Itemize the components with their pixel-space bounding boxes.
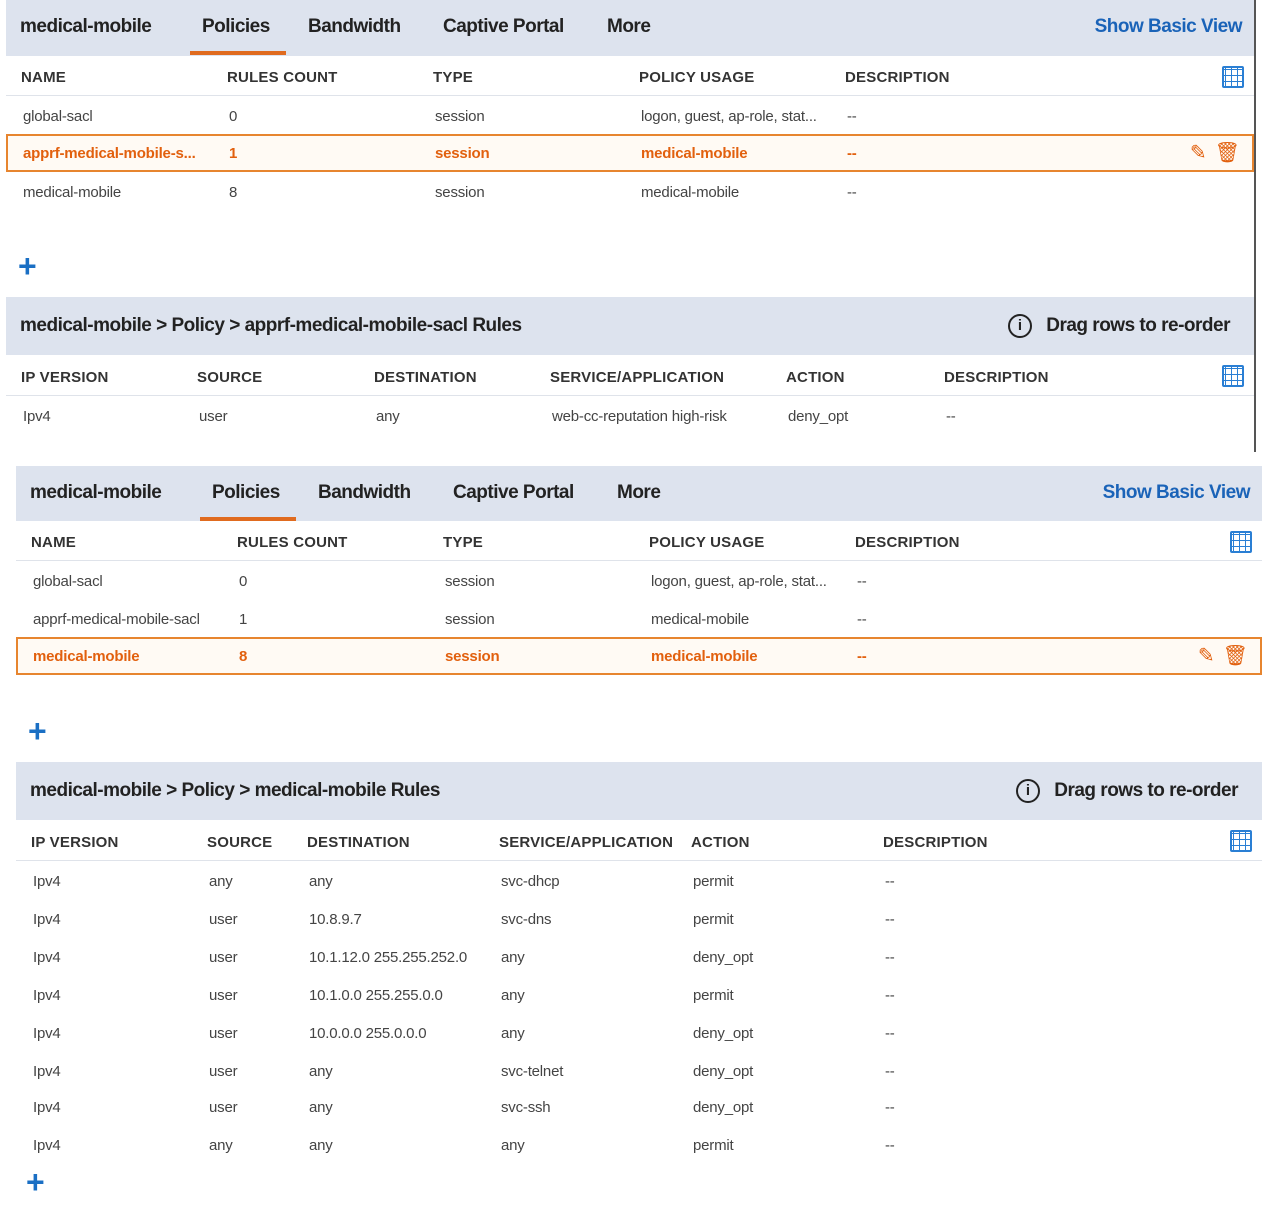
rule-service: web-cc-reputation high-risk	[552, 408, 727, 425]
row-policy-usage: logon, guest, ap-role, stat...	[641, 108, 817, 125]
rule-description: --	[885, 873, 895, 890]
row-type: session	[445, 611, 495, 628]
column-header[interactable]: POLICY USAGE	[649, 534, 765, 551]
rule-destination: 10.0.0.0 255.0.0.0	[309, 1025, 427, 1042]
rule-ip-version: Ipv4	[33, 949, 61, 966]
column-header[interactable]: POLICY USAGE	[639, 69, 755, 86]
column-header[interactable]: RULES COUNT	[237, 534, 348, 551]
rule-ip-version: Ipv4	[33, 911, 61, 928]
rule-source: user	[209, 1025, 238, 1042]
rule-description: --	[885, 911, 895, 928]
show-basic-view-link[interactable]: Show Basic View	[1094, 16, 1242, 37]
rule-source: user	[199, 408, 228, 425]
column-header[interactable]: TYPE	[433, 69, 473, 86]
rule-ip-version: Ipv4	[23, 408, 51, 425]
row-name: apprf-medical-mobile-sacl	[33, 611, 200, 628]
rules-breadcrumb-title: medical-mobile > Policy > apprf-medical-mobile-sacl Rules	[20, 315, 522, 336]
column-settings-icon[interactable]	[1222, 365, 1244, 387]
row-type: session	[445, 648, 500, 665]
row-policy-usage: medical-mobile	[651, 611, 750, 628]
show-basic-view-link[interactable]: Show Basic View	[1102, 482, 1250, 503]
row-name: global-sacl	[23, 108, 93, 125]
table-row-selected[interactable]	[16, 637, 1262, 675]
tab-policies[interactable]: Policies	[212, 482, 280, 503]
rule-action: deny_opt	[693, 1063, 754, 1080]
add-rule-button[interactable]: +	[26, 1164, 45, 1200]
rule-ip-version: Ipv4	[33, 1137, 61, 1154]
rule-description: --	[946, 408, 956, 425]
row-rules-count: 8	[229, 184, 238, 201]
rules-table-header	[16, 821, 1262, 861]
rule-ip-version: Ipv4	[33, 1063, 61, 1080]
column-header[interactable]: ACTION	[691, 834, 750, 851]
tab-captive-portal[interactable]: Captive Portal	[443, 16, 564, 37]
column-settings-icon[interactable]	[1230, 531, 1252, 553]
info-icon: i	[1008, 314, 1032, 338]
app-title: medical-mobile	[20, 16, 152, 37]
column-header[interactable]: DESTINATION	[307, 834, 410, 851]
column-header[interactable]: IP VERSION	[31, 834, 119, 851]
rule-source: user	[209, 987, 238, 1004]
table-row[interactable]	[6, 97, 1254, 135]
rule-row[interactable]	[16, 1088, 1262, 1126]
table-row[interactable]	[16, 600, 1262, 638]
rules-subheader	[6, 297, 1254, 355]
rule-destination: 10.1.12.0 255.255.252.0	[309, 949, 468, 966]
rule-service: any	[501, 1137, 525, 1154]
tab-policies[interactable]: Policies	[202, 16, 270, 37]
column-header[interactable]: SERVICE/APPLICATION	[550, 369, 725, 386]
rule-source: any	[209, 873, 233, 890]
rule-service: svc-telnet	[501, 1063, 564, 1080]
rule-row[interactable]	[16, 976, 1262, 1014]
table-row-selected[interactable]	[6, 134, 1254, 172]
row-description: --	[857, 648, 867, 665]
row-description: --	[847, 184, 857, 201]
tab-more[interactable]: More	[617, 482, 661, 503]
row-rules-count: 8	[239, 648, 248, 665]
rule-row[interactable]	[6, 397, 1254, 435]
rule-destination: any	[309, 1099, 333, 1116]
row-name: apprf-medical-mobile-s...	[23, 145, 196, 162]
column-header[interactable]: NAME	[21, 69, 66, 86]
rules-breadcrumb-title: medical-mobile > Policy > medical-mobile Rules	[30, 780, 440, 801]
rule-row[interactable]	[16, 900, 1262, 938]
column-header[interactable]: DESCRIPTION	[845, 69, 950, 86]
column-settings-icon[interactable]	[1230, 830, 1252, 852]
rule-row[interactable]	[16, 862, 1262, 900]
rule-action: permit	[693, 1137, 734, 1154]
rule-ip-version: Ipv4	[33, 1099, 61, 1116]
rule-service: any	[501, 949, 525, 966]
column-header[interactable]: RULES COUNT	[227, 69, 338, 86]
column-header[interactable]: SOURCE	[207, 834, 273, 851]
rule-description: --	[885, 1025, 895, 1042]
tab-more[interactable]: More	[607, 16, 651, 37]
edit-icon[interactable]: ✎	[1197, 645, 1215, 667]
row-rules-count: 1	[239, 611, 248, 628]
row-actions	[1198, 645, 1248, 667]
rule-service: svc-ssh	[501, 1099, 551, 1116]
row-rules-count: 0	[229, 108, 238, 125]
rule-destination: any	[376, 408, 400, 425]
row-rules-count: 0	[239, 573, 248, 590]
row-type: session	[435, 108, 485, 125]
column-header[interactable]: NAME	[31, 534, 76, 551]
edit-icon[interactable]: ✎	[1189, 142, 1207, 164]
rule-description: --	[885, 1137, 895, 1154]
policies-panel-bottom	[16, 466, 1262, 1216]
rule-destination: any	[309, 873, 333, 890]
policies-table-header	[16, 521, 1262, 561]
rule-action: deny_opt	[693, 1025, 754, 1042]
row-actions	[1190, 142, 1240, 164]
rules-table-header	[6, 356, 1254, 396]
table-row[interactable]	[6, 173, 1254, 211]
policies-table-header	[6, 56, 1254, 96]
add-policy-button[interactable]: +	[28, 713, 47, 749]
rule-destination: any	[309, 1137, 333, 1154]
rule-action: deny_opt	[693, 1099, 754, 1116]
row-policy-usage: medical-mobile	[641, 145, 748, 162]
tab-bandwidth[interactable]: Bandwidth	[318, 482, 411, 503]
column-header[interactable]: DESCRIPTION	[944, 369, 1049, 386]
rule-ip-version: Ipv4	[33, 1025, 61, 1042]
rule-action: deny_opt	[693, 949, 754, 966]
rule-source: user	[209, 1063, 238, 1080]
column-header[interactable]: DESCRIPTION	[855, 534, 960, 551]
info-icon: i	[1016, 779, 1040, 803]
row-description: --	[857, 611, 867, 628]
column-header[interactable]: ACTION	[786, 369, 845, 386]
row-policy-usage: medical-mobile	[641, 184, 740, 201]
rule-service: any	[501, 1025, 525, 1042]
rule-source: any	[209, 1137, 233, 1154]
rule-description: --	[885, 987, 895, 1004]
rule-destination: any	[309, 1063, 333, 1080]
row-type: session	[445, 573, 495, 590]
rule-description: --	[885, 1063, 895, 1080]
rule-destination: 10.1.0.0 255.255.0.0	[309, 987, 443, 1004]
row-name: medical-mobile	[23, 184, 122, 201]
rule-ip-version: Ipv4	[33, 873, 61, 890]
rules-subheader	[16, 762, 1262, 820]
column-header[interactable]: SOURCE	[197, 369, 263, 386]
rule-row[interactable]	[16, 938, 1262, 976]
rule-description: --	[885, 1099, 895, 1116]
rule-service: svc-dhcp	[501, 873, 560, 890]
tab-captive-portal[interactable]: Captive Portal	[453, 482, 574, 503]
rule-action: permit	[693, 873, 734, 890]
tab-bar	[16, 466, 1262, 522]
row-description: --	[847, 145, 857, 162]
row-type: session	[435, 145, 490, 162]
rule-source: user	[209, 1099, 238, 1116]
column-settings-icon[interactable]	[1222, 66, 1244, 88]
column-header[interactable]: TYPE	[443, 534, 483, 551]
rule-action: permit	[693, 911, 734, 928]
rule-source: user	[209, 911, 238, 928]
rule-source: user	[209, 949, 238, 966]
row-name: global-sacl	[33, 573, 103, 590]
column-header[interactable]: DESCRIPTION	[883, 834, 988, 851]
rule-action: deny_opt	[788, 408, 849, 425]
rule-service: svc-dns	[501, 911, 552, 928]
policies-panel-top	[6, 0, 1256, 452]
add-policy-button[interactable]: +	[18, 248, 37, 284]
rule-row[interactable]	[16, 1126, 1262, 1164]
drag-hint: Drag rows to re-order	[1054, 780, 1238, 801]
rule-ip-version: Ipv4	[33, 987, 61, 1004]
column-header[interactable]: SERVICE/APPLICATION	[499, 834, 674, 851]
tab-bandwidth[interactable]: Bandwidth	[308, 16, 401, 37]
rule-description: --	[885, 949, 895, 966]
rule-destination: 10.8.9.7	[309, 911, 362, 928]
column-header[interactable]: DESTINATION	[374, 369, 477, 386]
column-header[interactable]: IP VERSION	[21, 369, 109, 386]
rule-service: any	[501, 987, 525, 1004]
rule-action: permit	[693, 987, 734, 1004]
row-description: --	[847, 108, 857, 125]
rule-row[interactable]	[16, 1052, 1262, 1090]
row-policy-usage: logon, guest, ap-role, stat...	[651, 573, 827, 590]
row-policy-usage: medical-mobile	[651, 648, 758, 665]
row-name: medical-mobile	[33, 648, 140, 665]
delete-icon[interactable]: 🗑	[1214, 142, 1240, 164]
app-title: medical-mobile	[30, 482, 162, 503]
tab-bar	[6, 0, 1254, 56]
delete-icon[interactable]: 🗑	[1222, 645, 1248, 667]
row-description: --	[857, 573, 867, 590]
row-type: session	[435, 184, 485, 201]
drag-hint: Drag rows to re-order	[1046, 315, 1230, 336]
table-row[interactable]	[16, 562, 1262, 600]
rule-row[interactable]	[16, 1014, 1262, 1052]
row-rules-count: 1	[229, 145, 238, 162]
